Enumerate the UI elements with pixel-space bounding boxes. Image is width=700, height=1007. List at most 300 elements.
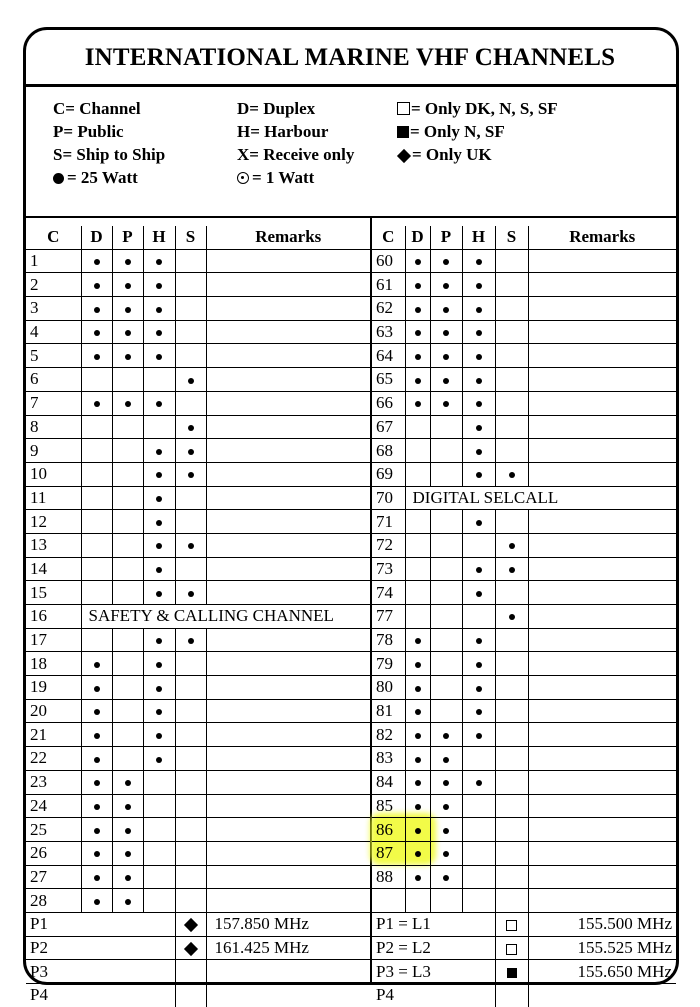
channel-number: 16 xyxy=(26,605,81,629)
cell-d xyxy=(405,770,430,794)
priv-channel-label: P3 xyxy=(26,960,175,984)
cell-p xyxy=(112,462,143,486)
cell-d xyxy=(405,841,430,865)
priv-channel-label: P4 xyxy=(372,984,495,1007)
table-row xyxy=(372,510,676,534)
cell-s xyxy=(495,818,528,842)
remarks-cell xyxy=(206,841,370,865)
cell-d xyxy=(405,557,430,581)
header-h: H xyxy=(143,226,175,249)
table-row xyxy=(372,770,676,794)
cell-d xyxy=(405,297,430,321)
dot-icon xyxy=(156,307,162,313)
table-row xyxy=(26,510,370,534)
remarks-cell xyxy=(528,581,676,605)
dot-icon xyxy=(443,307,449,313)
cell-h xyxy=(143,344,175,368)
remarks-cell xyxy=(206,320,370,344)
dot-icon xyxy=(94,828,100,834)
remarks-cell xyxy=(206,297,370,321)
table-row xyxy=(372,865,676,889)
dot-icon xyxy=(476,686,482,692)
remarks-cell xyxy=(206,249,370,273)
remarks-cell xyxy=(206,344,370,368)
cell-p xyxy=(112,747,143,771)
priv-channel-row xyxy=(372,984,676,1007)
header-c: C xyxy=(26,226,81,249)
channel-number: 14 xyxy=(26,557,81,581)
dot-icon xyxy=(125,851,131,857)
cell-d xyxy=(81,486,112,510)
cell-h xyxy=(462,676,495,700)
remarks-cell xyxy=(528,628,676,652)
cell-h xyxy=(462,344,495,368)
header-p: P xyxy=(430,226,462,249)
cell-s xyxy=(175,557,206,581)
remarks-cell xyxy=(206,391,370,415)
remarks-cell xyxy=(206,889,370,913)
table-row xyxy=(26,794,370,818)
channel-number: 71 xyxy=(372,510,405,534)
cell-d xyxy=(81,818,112,842)
priv-channel-frequency: 155.500 MHz xyxy=(528,912,676,936)
dot-icon xyxy=(156,733,162,739)
cell-s xyxy=(495,628,528,652)
legend-ship-to-ship: S= Ship to Ship xyxy=(53,145,166,164)
cell-d xyxy=(81,344,112,368)
cell-p xyxy=(112,344,143,368)
table-row xyxy=(372,344,676,368)
cell-d xyxy=(81,557,112,581)
channel-number: 17 xyxy=(26,628,81,652)
cell-s xyxy=(175,628,206,652)
channel-number: 72 xyxy=(372,533,405,557)
cell-p xyxy=(430,391,462,415)
table-row xyxy=(26,841,370,865)
cell-h xyxy=(462,747,495,771)
priv-channel-symbol xyxy=(495,936,528,960)
table-row xyxy=(26,699,370,723)
dot-icon xyxy=(156,472,162,478)
cell-d xyxy=(405,605,430,629)
dot-icon xyxy=(443,804,449,810)
table-header-row xyxy=(26,226,370,249)
cell-s xyxy=(495,510,528,534)
dot-icon xyxy=(415,307,421,313)
table-row xyxy=(372,605,676,629)
cell-s xyxy=(175,510,206,534)
priv-channel-row xyxy=(372,912,676,936)
cell-s xyxy=(495,794,528,818)
cell-p xyxy=(112,320,143,344)
remarks-cell xyxy=(528,391,676,415)
dot-icon xyxy=(94,804,100,810)
cell-s xyxy=(175,581,206,605)
cell-s xyxy=(175,249,206,273)
dot-icon xyxy=(156,401,162,407)
cell-s xyxy=(175,344,206,368)
cell-p xyxy=(112,557,143,581)
cell-h xyxy=(143,628,175,652)
dot-icon xyxy=(415,875,421,881)
table-row xyxy=(26,889,370,913)
cell-h xyxy=(143,699,175,723)
cell-s xyxy=(495,770,528,794)
priv-channel-frequency: 155.525 MHz xyxy=(528,936,676,960)
table-row xyxy=(26,320,370,344)
cell-p xyxy=(430,533,462,557)
cell-d xyxy=(405,628,430,652)
cell-s xyxy=(495,297,528,321)
cell-h xyxy=(462,699,495,723)
cell-d xyxy=(405,652,430,676)
dot-icon xyxy=(415,733,421,739)
remarks-cell xyxy=(528,249,676,273)
remarks-cell xyxy=(528,510,676,534)
cell-h xyxy=(462,557,495,581)
priv-channel-symbol xyxy=(495,984,528,1007)
cell-s xyxy=(175,747,206,771)
cell-s xyxy=(495,889,528,913)
dot-icon xyxy=(188,378,194,384)
cell-s xyxy=(175,273,206,297)
dot-icon xyxy=(156,330,162,336)
filled-square-icon xyxy=(507,968,517,978)
legend-column-1 xyxy=(53,97,165,189)
channel-number: 11 xyxy=(26,486,81,510)
dot-icon xyxy=(476,449,482,455)
priv-channel-frequency xyxy=(206,960,370,984)
channel-number: 18 xyxy=(26,652,81,676)
priv-channel-symbol xyxy=(175,936,206,960)
dot-icon xyxy=(94,259,100,265)
cell-d xyxy=(405,747,430,771)
cell-p xyxy=(112,841,143,865)
cell-d xyxy=(81,462,112,486)
priv-channel-symbol xyxy=(175,960,206,984)
cell-h xyxy=(143,747,175,771)
cell-s xyxy=(495,841,528,865)
table-row xyxy=(372,699,676,723)
cell-s xyxy=(175,676,206,700)
priv-channel-label: P1 xyxy=(26,912,175,936)
cell-d xyxy=(405,368,430,392)
table-row xyxy=(372,391,676,415)
cell-d xyxy=(405,391,430,415)
legend-25-watt xyxy=(53,166,165,189)
header-s: S xyxy=(175,226,206,249)
title-divider xyxy=(26,84,676,87)
cell-h xyxy=(462,628,495,652)
remarks-cell xyxy=(528,676,676,700)
cell-s xyxy=(495,605,528,629)
cell-d xyxy=(81,889,112,913)
cell-d xyxy=(405,249,430,273)
table-row xyxy=(372,415,676,439)
channel-number: 84 xyxy=(372,770,405,794)
channel-number: 24 xyxy=(26,794,81,818)
cell-d xyxy=(81,533,112,557)
legend-divider xyxy=(26,216,676,218)
channel-number: 67 xyxy=(372,415,405,439)
cell-s xyxy=(175,794,206,818)
cell-h xyxy=(143,273,175,297)
table-row xyxy=(372,533,676,557)
dot-icon xyxy=(415,851,421,857)
cell-d xyxy=(81,747,112,771)
cell-h xyxy=(143,794,175,818)
cell-s xyxy=(175,699,206,723)
priv-channel-frequency xyxy=(528,984,676,1007)
cell-p xyxy=(112,368,143,392)
cell-s xyxy=(495,391,528,415)
cell-s xyxy=(175,391,206,415)
header-d: D xyxy=(81,226,112,249)
cell-s xyxy=(495,533,528,557)
channel-number: 62 xyxy=(372,297,405,321)
cell-d xyxy=(81,841,112,865)
dot-icon xyxy=(415,828,421,834)
dot-icon xyxy=(125,804,131,810)
cell-p xyxy=(430,249,462,273)
channel-number: 23 xyxy=(26,770,81,794)
channel-number: 74 xyxy=(372,581,405,605)
cell-h xyxy=(143,297,175,321)
dot-icon xyxy=(443,757,449,763)
remarks-cell xyxy=(206,415,370,439)
priv-channel-row xyxy=(26,936,370,960)
cell-p xyxy=(430,628,462,652)
header-c: C xyxy=(372,226,405,249)
legend-harbour: H= Harbour xyxy=(237,122,329,141)
dot-icon xyxy=(509,567,515,573)
cell-s xyxy=(495,439,528,463)
table-row xyxy=(26,747,370,771)
ring-dot-icon xyxy=(237,172,249,184)
cell-s xyxy=(495,652,528,676)
channel-number: 79 xyxy=(372,652,405,676)
table-row xyxy=(372,486,676,510)
cell-p xyxy=(112,581,143,605)
dot-icon xyxy=(188,449,194,455)
cell-s xyxy=(175,770,206,794)
cell-h xyxy=(143,368,175,392)
cell-h xyxy=(143,723,175,747)
remarks-cell xyxy=(206,652,370,676)
channel-number: 1 xyxy=(26,249,81,273)
cell-h xyxy=(462,652,495,676)
dot-icon xyxy=(94,899,100,905)
table-row xyxy=(26,462,370,486)
cell-p xyxy=(112,676,143,700)
dot-icon xyxy=(156,354,162,360)
remarks-cell xyxy=(528,439,676,463)
page-title: INTERNATIONAL MARINE VHF CHANNELS xyxy=(84,44,616,71)
dot-icon xyxy=(476,780,482,786)
table-row xyxy=(372,652,676,676)
priv-channel-frequency xyxy=(206,984,370,1007)
header-s: S xyxy=(495,226,528,249)
remarks-cell xyxy=(206,865,370,889)
table-row xyxy=(372,320,676,344)
remarks-cell xyxy=(528,747,676,771)
cell-h xyxy=(143,841,175,865)
cell-d xyxy=(405,439,430,463)
dot-icon xyxy=(125,899,131,905)
cell-s xyxy=(175,320,206,344)
dot-icon xyxy=(156,757,162,763)
dot-icon xyxy=(125,401,131,407)
table-row xyxy=(26,723,370,747)
cell-p xyxy=(430,557,462,581)
cell-d xyxy=(81,297,112,321)
dot-icon xyxy=(156,520,162,526)
dot-icon xyxy=(94,733,100,739)
channel-number: 12 xyxy=(26,510,81,534)
table-row xyxy=(372,723,676,747)
cell-s xyxy=(175,486,206,510)
priv-channel-row xyxy=(372,960,676,984)
cell-h xyxy=(462,415,495,439)
table-row xyxy=(372,273,676,297)
cell-p xyxy=(112,889,143,913)
header-remarks: Remarks xyxy=(206,226,370,249)
remarks-cell xyxy=(206,699,370,723)
dot-icon xyxy=(188,543,194,549)
filled-dot-icon xyxy=(53,173,64,184)
cell-d xyxy=(405,581,430,605)
table-row xyxy=(372,889,676,913)
cell-d xyxy=(81,320,112,344)
dot-icon xyxy=(94,875,100,881)
remarks-cell xyxy=(206,273,370,297)
cell-d xyxy=(405,510,430,534)
table-row xyxy=(372,297,676,321)
cell-p xyxy=(430,865,462,889)
priv-channel-label: P2 = L2 xyxy=(372,936,495,960)
dot-icon xyxy=(443,401,449,407)
table-row xyxy=(26,628,370,652)
cell-h xyxy=(462,320,495,344)
cell-d xyxy=(405,533,430,557)
table-row xyxy=(26,818,370,842)
remarks-cell xyxy=(528,770,676,794)
legend-column-2 xyxy=(237,97,354,189)
dot-icon xyxy=(443,851,449,857)
cell-p xyxy=(430,439,462,463)
cell-h xyxy=(143,462,175,486)
remarks-cell xyxy=(528,889,676,913)
legend-25-watt-text: = 25 Watt xyxy=(67,168,138,187)
dot-icon xyxy=(156,259,162,265)
dot-icon xyxy=(443,259,449,265)
dot-icon xyxy=(443,378,449,384)
remarks-cell xyxy=(206,581,370,605)
cell-h xyxy=(462,818,495,842)
cell-h xyxy=(462,297,495,321)
priv-channel-row xyxy=(26,984,370,1007)
cell-s xyxy=(495,723,528,747)
remarks-cell xyxy=(528,462,676,486)
dot-icon xyxy=(443,780,449,786)
channel-table-left xyxy=(26,226,370,1007)
dot-icon xyxy=(415,709,421,715)
table-row xyxy=(26,486,370,510)
header-h: H xyxy=(462,226,495,249)
dot-icon xyxy=(125,354,131,360)
dot-icon xyxy=(415,354,421,360)
table-row xyxy=(372,818,676,842)
dot-icon xyxy=(94,709,100,715)
channel-number: 66 xyxy=(372,391,405,415)
cell-h xyxy=(462,439,495,463)
dot-icon xyxy=(509,543,515,549)
cell-h xyxy=(143,865,175,889)
dot-icon xyxy=(476,425,482,431)
dot-icon xyxy=(156,591,162,597)
priv-channel-label: P3 = L3 xyxy=(372,960,495,984)
cell-p xyxy=(430,747,462,771)
cell-d xyxy=(81,510,112,534)
cell-p xyxy=(430,297,462,321)
dot-icon xyxy=(415,330,421,336)
channel-number: 81 xyxy=(372,699,405,723)
cell-d xyxy=(81,249,112,273)
priv-channel-symbol xyxy=(495,912,528,936)
table-row xyxy=(26,865,370,889)
cell-h xyxy=(143,391,175,415)
cell-d xyxy=(405,889,430,913)
remarks-cell xyxy=(528,699,676,723)
cell-d xyxy=(81,439,112,463)
dot-icon xyxy=(188,425,194,431)
dot-icon xyxy=(476,709,482,715)
cell-p xyxy=(430,794,462,818)
remarks-cell xyxy=(528,320,676,344)
table-header-row xyxy=(372,226,676,249)
cell-s xyxy=(175,533,206,557)
cell-d xyxy=(405,794,430,818)
channel-number: 8 xyxy=(26,415,81,439)
dot-icon xyxy=(476,520,482,526)
dot-icon xyxy=(94,686,100,692)
remarks-cell xyxy=(528,794,676,818)
dot-icon xyxy=(94,283,100,289)
legend-duplex: D= Duplex xyxy=(237,99,316,118)
dot-icon xyxy=(156,662,162,668)
cell-p xyxy=(430,510,462,534)
cell-p xyxy=(430,415,462,439)
cell-p xyxy=(430,723,462,747)
cell-h xyxy=(143,557,175,581)
dot-icon xyxy=(94,307,100,313)
cell-d xyxy=(81,865,112,889)
header-d: D xyxy=(405,226,430,249)
cell-p xyxy=(430,818,462,842)
filled-square-icon xyxy=(397,126,409,138)
cell-s xyxy=(175,841,206,865)
cell-p xyxy=(430,770,462,794)
dot-icon xyxy=(156,638,162,644)
cell-d xyxy=(81,368,112,392)
cell-s xyxy=(495,865,528,889)
cell-h xyxy=(462,605,495,629)
legend-1-watt xyxy=(237,166,354,189)
remarks-cell xyxy=(206,368,370,392)
cell-h xyxy=(462,770,495,794)
channel-number: 22 xyxy=(26,747,81,771)
dot-icon xyxy=(94,354,100,360)
